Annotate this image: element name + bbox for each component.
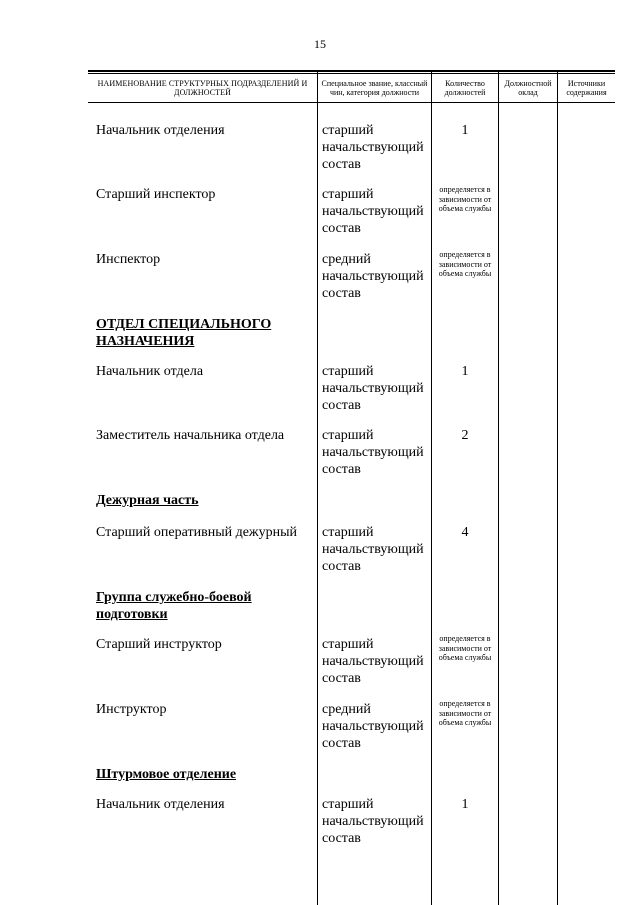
position-count: определяется в зависимости от объема службы: [438, 250, 492, 278]
position-count: определяется в зависимости от объема службы: [438, 185, 492, 213]
position-rank: старший начальствующий состав: [322, 364, 424, 413]
column-divider: [317, 71, 318, 905]
section-title: Дежурная часть: [96, 493, 199, 508]
position-name: Заместитель начальника отдела: [96, 428, 285, 443]
position-rank: старший начальствующий состав: [322, 428, 424, 477]
position-name: Старший оперативный дежурный: [96, 525, 297, 540]
position-count: определяется в зависимости от объема службы: [438, 634, 492, 662]
position-name: Инструктор: [96, 702, 167, 717]
position-name: Начальник отделения: [96, 123, 225, 138]
position-name: Инспектор: [96, 252, 161, 267]
position-rank: старший начальствующий состав: [322, 797, 424, 846]
position-rank: старший начальствующий состав: [322, 123, 424, 172]
section-title: ОТДЕЛ СПЕЦИАЛЬНОГО НАЗНАЧЕНИЯ: [96, 317, 272, 349]
column-divider: [557, 71, 558, 905]
position-rank: средний начальствующий состав: [322, 702, 424, 751]
header-col-rank: Специальное звание, классный чин, категория должности: [321, 79, 428, 97]
position-rank: старший начальствующий состав: [322, 637, 424, 686]
header-col-salary: Должностной оклад: [504, 79, 552, 97]
position-name: Начальник отдела: [96, 364, 204, 379]
table-top-rule: [88, 70, 615, 72]
position-count: определяется в зависимости от объема службы: [438, 699, 492, 727]
header-bottom-rule: [88, 102, 615, 103]
section-title: Штурмовое отделение: [96, 767, 237, 782]
header-col-count: Количество должностей: [444, 79, 486, 97]
staffing-table: [88, 70, 615, 905]
position-count: 1: [461, 364, 469, 379]
header-col-name: НАИМЕНОВАНИЕ СТРУКТУРНЫХ ПОДРАЗДЕЛЕНИЙ И ДОЛЖНОСТЕЙ: [97, 79, 308, 97]
position-count: 1: [461, 123, 469, 138]
section-title: Группа служебно-боевой подготовки: [96, 590, 252, 622]
page-number: 15: [314, 37, 326, 51]
position-count: 1: [461, 797, 469, 812]
position-rank: средний начальствующий состав: [322, 252, 424, 301]
position-name: Начальник отделения: [96, 797, 225, 812]
position-rank: старший начальствующий состав: [322, 525, 424, 574]
column-divider: [498, 71, 499, 905]
position-count: 2: [461, 428, 469, 443]
position-name: Старший инспектор: [96, 187, 216, 202]
position-name: Старший инструктор: [96, 637, 222, 652]
header-col-sources: Источники содержания: [566, 79, 607, 97]
position-rank: старший начальствующий состав: [322, 187, 424, 236]
position-count: 4: [461, 525, 469, 540]
